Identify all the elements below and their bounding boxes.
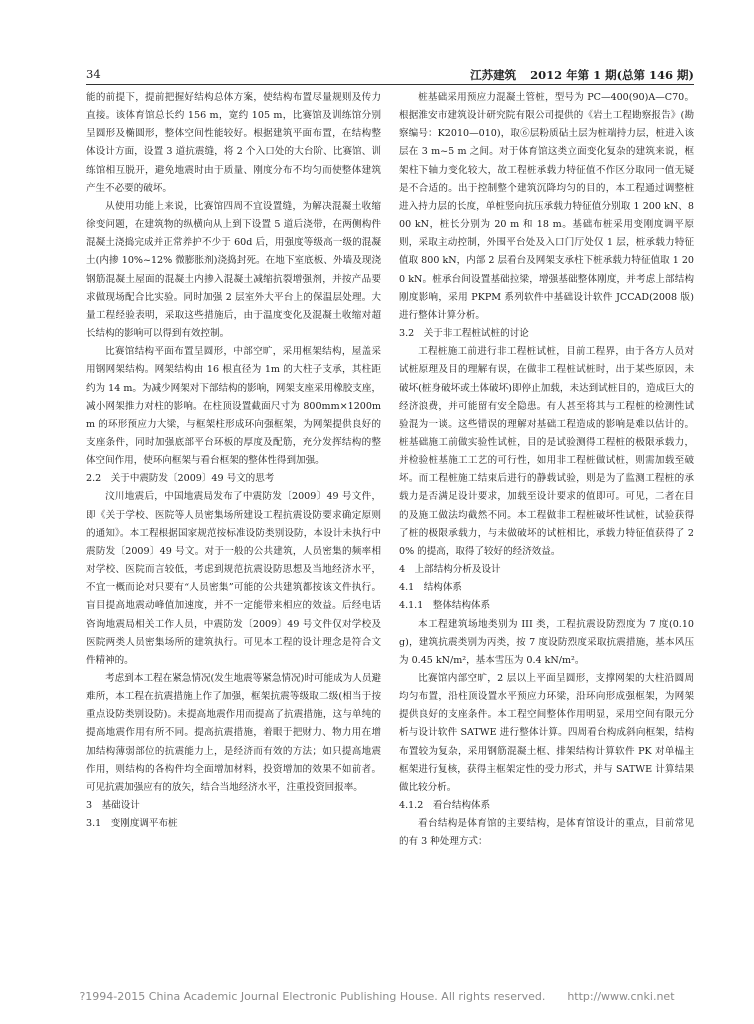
right-section-heading: 4 上部结构分析及设计 [399,564,501,576]
left-section-heading: 3 基础设计 [86,800,140,812]
right-subsection-heading: 4.1.1 整体结构体系 [399,600,491,612]
right-column [399,89,694,852]
right-paragraph: 本工程建筑场地类别为 III 类，工程抗震设防烈度为 7 度(0.10 g)，建筑抗震类别为丙类，按 7 度设防烈度采取抗震措施，基本风压为 0.45 kN/m²，基本雪压为 0.4 kN/m²。 [399,618,694,666]
page-number: 34 [86,67,101,81]
left-subsection-heading: 3.1 变刚度调平布桩 [86,818,178,830]
left-paragraph: 考虑到本工程在紧急情况(发生地震等紧急情况)时可能成为人员避难所，本工程在抗震措施上作了加强，框架抗震等级取二级(相当于按重点设防类别设防)。未提高地震作用而提高了抗震措施，这与单纯的提高地震作用有所不同。提高抗震措施，着眼于把财力、物力用在增加结构薄弱部位的抗震能力上，是经济而有效的方法；如只提高地震作用，则结构的各构件均全面增加材料，投资增加的效果不如前者。可见抗震加强应有的放矢，结合当地经济水平，注重投资回报率。 [86,673,381,793]
left-section-heading: 2.2 关于中震防发〔2009〕49 号文的思考 [86,473,275,485]
right-subsection-heading: 3.2 关于非工程桩试桩的讨论 [399,328,529,340]
right-paragraph: 比赛馆内部空旷，2 层以上平面呈圆形，支撑网架的大柱沿圆周均匀布置，沿柱顶设置水平预应力环梁，沿环向形成强框架，为网架提供良好的支座条件。本工程空间整体作用明显，采用空间有限元分析与设计软件 SATWE 进行整体计算。四周看台构成斜向框架，结构布置较为复杂，采用钢筋混凝土框、排架结构计算软件 PK 对单榀主框架进行复核，获得主框架定性的受力形式，并与 SATWE 计算结果做比较分析。 [399,673,694,793]
left-column [86,89,381,833]
left-paragraph: 从使用功能上来说，比赛馆四周不宜设置缝，为解决混凝土收缩徐变问题，在建筑物的纵横向从上到下设置 5 道后浇带，在两侧构件混凝土浇捣完成并正常养护不少于 60d 后，用强度等级高一级的混凝土(内掺 10%~12% 微膨胀剂)浇捣封死。在地下室底板、外墙及现浇钢筋混凝土屋面的混凝土内掺入混凝土减缩抗裂增强剂，并按产品要求做现场配合比实验。同时加强 2 层室外大平台上的保温层处理。大量工程经验表明，采取这些措施后，由于温度变化及混凝土收缩对超长结构的影响可以得到有效控制。 [86,200,381,340]
page-header [86,67,694,83]
left-paragraph: 比赛馆结构平面布置呈圆形，中部空旷，采用框架结构，屋盖采用钢网架结构。网架结构由 16 根直径为 1m 的大柱子支承，其柱距约为 14 m。为减少网架对下部结构的影响，网架支座采用橡胶支座，减小网架推力对柱的影响。在柱顶设置截面尺寸为 800mm×1200mm 的环形预应力大梁，与框架柱形成环向强框架，为网架提供良好的支座条件，同时加强底部平台环板的厚度及配筋，充分发挥结构的整体空间作用，使环向框架与看台框架的整体性得到加强。 [86,346,381,467]
right-subsection-heading: 4.1.2 看台结构体系 [399,800,491,812]
journal-name: 江苏建筑 [470,68,517,82]
copyright-footer: ?1994-2015 China Academic Journal Electronic Publishing House. All rights reserved. http://www.cnki.net [79,990,675,1003]
right-paragraph: 工程桩施工前进行非工程桩试桩，目前工程界，由于各方人员对试桩原理及目的理解有误，在做非工程桩试桩时，出于某些原因，未破坏(桩身破坏或土体破坏)即停止加载，未达到试桩目的，造成巨大的经济浪费，并可能留有安全隐患。有人甚至将其与工程桩的检测性试验混为一谈。这些错误的理解对基础工程造成的影响是难以估计的。桩基础施工前做实验性试桩，目的是试验测得工程桩的极限承载力，并检验桩基施工工艺的可行性，如用非工程桩做试桩，则需加载至破坏。而工程桩施工结束后进行的静载试验，则是为了监测工程桩的承载力是否满足设计要求，加载至设计要求的值即可。可见，二者在目的及施工做法均截然不同。本工程做非工程桩破坏性试桩，试验获得了桩的极限承载力，与未做破坏的试桩相比，承载力特征值获得了 20% 的提高，取得了较好的经济效益。 [399,346,694,557]
right-subsection-heading: 4.1 结构体系 [399,582,462,594]
left-paragraph: 汶川地震后，中国地震局发布了中震防发〔2009〕49 号文件，即《关于学校、医院等人员密集场所建设工程抗震设防要求确定原则的通知》。本工程根据国家规范按标准设防类别设防，本设计未执行中震防发〔2009〕49 号文。对于一般的公共建筑，人员密集的频率相对学校、医院而言较低，考虑到规范抗震设防思想及当地经济水平，不宜一概而论对只要有“人员密集”可能的公共建筑都按该文件执行。盲目提高地震动峰值加速度，并不一定能带来相应的效益。后经电话咨询地震局相关工作人员，中震防发〔2009〕49 号文件仅对学校及医院两类人员密集场所的建筑执行。可见本工程的设计理念是符合文件精神的。 [86,491,381,666]
journal-info [470,67,694,83]
header-rule [86,84,694,85]
right-paragraph: 看台结构是体育馆的主要结构，是体育馆设计的重点，目前常见的有 3 种处理方式： [399,818,694,848]
right-paragraph: 桩基础采用预应力混凝土管桩，型号为 PC—400(90)A—C70。根据淮安市建筑设计研究院有限公司提供的《岩土工程勘察报告》(勘察编号：K2010—010)，取⑥层粉质砧土层为桩端持力层，桩进入该层在 3 m~5 m 之间。对于体育馆这类立面变化复杂的建筑来说，框架柱下轴力变化较大，故工程桩承载力特征值不作区分取同一值无疑是不合适的。出于控制整个建筑沉降均匀的目的，本工程通过调整桩进入持力层的长度，单桩竖向抗压承载力特征值分别取 1 200 kN、800 kN，桩长分别为 20 m 和 18 m。基础布桩采用变刚度调平原则，采取主动控制，外围平台处及入口门厅处仅 1 层，桩承载力特征值取 800 kN，内部 2 层看台及网架支承柱下桩承载力特征值取 1 200 kN。桩承台间设置基础拉梁，增强基础整体刚度，并考虑上部结构刚度影响，采用 PKPM 系列软件中基础设计软件 JCCAD(2008 版) 进行整体计算分析。 [399,92,694,321]
journal-issue: 2012 年第 1 期(总第 146 期) [530,68,694,82]
left-paragraph: 能的前提下，提前把握好结构总体方案，使结构布置尽量规则及传力直接。该体育馆总长约 156 m，宽约 105 m，比赛馆及训练馆分别呈圆形及椭圆形，整体空间性能较好。根据建筑平面布置，在结构整体设计方面，设置 3 道抗震缝，将 2 个入口处的大台阶、比赛馆、训练馆相互脱开，避免地震时由于质量、刚度分布不均匀而使整体建筑产生不必要的破坏。 [86,92,381,194]
